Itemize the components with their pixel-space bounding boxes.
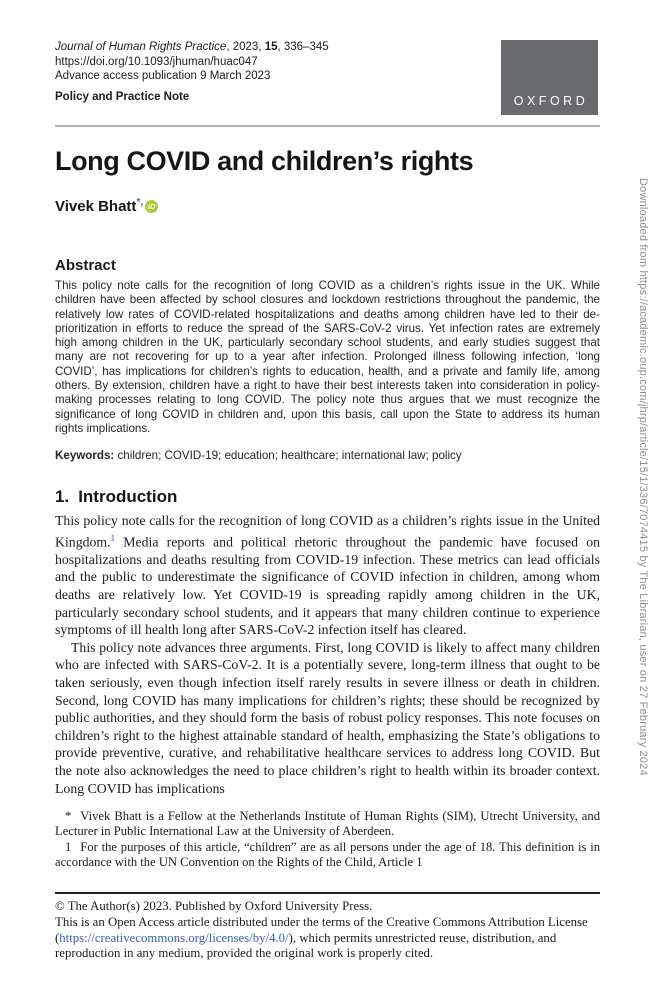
- author-name: Vivek Bhatt: [55, 198, 137, 215]
- author-footnote: [55, 809, 600, 840]
- footnotes-block: [55, 809, 600, 871]
- footnote-1-reference[interactable]: 1: [110, 532, 116, 543]
- doi-link[interactable]: https://doi.org/10.1093/jhuman/huac047: [55, 55, 258, 68]
- section-heading-introduction: [55, 487, 600, 507]
- section-title: Introduction: [78, 487, 178, 506]
- paragraph: This policy note advances three arguments. First, long COVID is likely to affect many children who are infected with SARS-CoV-2. It is a potentially severe, long-term illness that ought to be taken seriously, even though infection itself rarely results in severe illness or death in children. Second, long COVID has many implications for children’s rights; these should be recognized by public authorities, and they should form the basis of robust policy responses. This note focuses on children’s right to the highest attainable standard of health, emphasizing the State’s obligations to provide preventive, curative, and rehabilitative healthcare services to address long COVID. But the note also acknowledges the need to place children’s right to health within its broader context. Long COVID has implications: [55, 639, 600, 796]
- page-range: , 336–345: [277, 41, 329, 53]
- oa-text: This is an Open Access article distributed under the terms of the Creative Commons Attribution License (: [55, 914, 588, 945]
- abstract-text: This policy note calls for the recognition of long COVID as a children’s rights issue in the UK. While children have been affected by school closures and lockdown restrictions throughout the pandemic, the relatively low rates of COVID-related hospitalizations and deaths among children have led to their de-prioritization in efforts to reduce the spread of the SARS-CoV-2 virus. Yet infection rates are extremely high among children in the UK, particularly secondary school students, and early studies suggest that many are not recovering for up to a year after infection. Prolonged illness following infection, ‘long COVID’, has implications for children’s rights to education, health, and a private and family life, among others. By extension, children have a right to have their best interests taken into consideration in policy-making processes relating to long COVID. The policy note thus argues that we must recognize the significance of long COVID in children and, upon this basis, call upon the State to address its human rights implications.: [55, 279, 600, 435]
- author-line: [55, 197, 600, 215]
- download-watermark: Downloaded from https://academic.oup.com/jhrp/article/15/1/336/7074415 by The Librarian, user on 27 February 2024: [637, 178, 649, 776]
- section-number: 1.: [55, 487, 70, 506]
- license-block: [55, 899, 600, 962]
- header-divider: [55, 125, 600, 127]
- abstract-heading: Abstract: [55, 257, 116, 274]
- paragraph-text: This policy note calls for the recognition of long COVID as a children’s rights issue in the United Kingdom.: [55, 513, 600, 550]
- footnote-1-marker: 1: [65, 839, 72, 854]
- keywords-line: [55, 449, 600, 462]
- copyright-line: © The Author(s) 2023. Published by Oxford University Press.: [55, 899, 373, 913]
- footer-divider: [55, 892, 600, 894]
- oxford-logo-text: OXFORD: [513, 94, 589, 108]
- introduction-body: [55, 512, 600, 797]
- advance-access-line: Advance access publication 9 March 2023: [55, 70, 271, 82]
- oa-text: ), which permits unrestricted reuse, distribution, and reproduction in any medium, provided the original work is properly cited.: [55, 930, 557, 961]
- footnote-star-marker: *: [65, 809, 72, 823]
- keywords-label: Keywords:: [55, 449, 115, 462]
- citation-year: , 2023,: [226, 41, 265, 53]
- author-footnote-marker[interactable]: *,: [136, 197, 144, 208]
- oxford-university-press-logo: [501, 40, 598, 115]
- open-access-statement: [55, 915, 600, 962]
- footnote-star-text: Vivek Bhatt is a Fellow at the Netherlands Institute of Human Rights (SIM), Utrecht University, and Lecturer in Public International Law at the University of Aberdeen.: [55, 809, 600, 839]
- volume-number: 15: [264, 41, 278, 53]
- article-type-label: Policy and Practice Note: [55, 90, 190, 103]
- journal-name: Journal of Human Rights Practice: [55, 41, 227, 53]
- page-title: Long COVID and children’s rights: [55, 146, 474, 176]
- orcid-icon[interactable]: iD: [145, 200, 158, 213]
- footnote-1: [55, 840, 600, 871]
- footnote-1-text: For the purposes of this article, “children” are as all persons under the age of 18. This definition is in accordance with the UN Convention on the Rights of the Child, Article 1: [55, 839, 600, 870]
- keywords-list: children; COVID-19; education; healthcare; international law; policy: [114, 449, 462, 462]
- paragraph-text: Media reports and political rhetoric throughout the pandemic have focused on hospitalizations and deaths resulting from COVID-19 infection. These metrics can lead officials and the public to underestimate the significance of COVID infection in children, among whom deaths are relatively low. Yet COVID-19 is spreading rapidly among children in the UK, particularly secondary school students, and it appears that many children continue to experience symptoms of ill health long after SARS-CoV-2 infection itself has cleared.: [55, 534, 600, 638]
- paragraph: [55, 512, 600, 639]
- creative-commons-link[interactable]: https://creativecommons.org/licenses/by/4.0/: [59, 930, 289, 945]
